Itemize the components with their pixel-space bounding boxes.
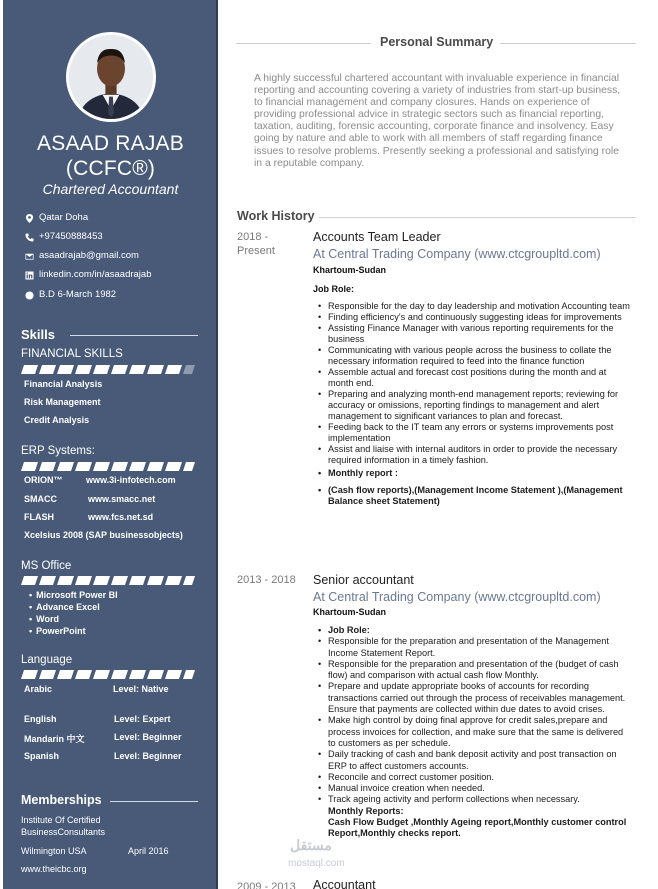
erp-url: www.smacc.net: [88, 494, 156, 504]
list-item: • Responsible for the preparation and presentation of the Management Income Statement Report.: [313, 636, 633, 659]
list-item: • Preparing and analyzing month-end management reports; reviewing for accuracy or omissions, reporting findings to management and alert management to significant variances to plan and forecast.: [313, 389, 633, 422]
contact-text: Qatar Doha: [39, 212, 89, 223]
profile-photo: [69, 35, 153, 119]
list-item: • Prepare and update appropriate books of accounts for recording transactions carried out through the process of receivables management. Ensure that payments are collected within due dates to avoid crises.: [313, 681, 633, 715]
erp-name: SMACC: [24, 494, 57, 504]
candidate-name: [3, 131, 218, 181]
list-item: • (Cash flow reports),(Management Income Statement ),(Management Balance sheet Statement): [313, 485, 633, 507]
list-item: • Monthly report :: [313, 468, 633, 479]
erp-heading: ERP Systems:: [21, 445, 95, 457]
language-level: Level: Beginner: [114, 751, 182, 761]
language-level: Level: Native: [113, 684, 169, 694]
membership-org-line: BusinessConsultants: [21, 827, 106, 837]
skills-heading: Skills: [21, 327, 55, 342]
list-item: • Finding efficiency's and continuously suggesting ideas for improvements: [313, 312, 633, 323]
contact-location: [23, 211, 88, 225]
membership-city: Wilmington USA: [21, 846, 87, 856]
list-item: • Daily tracking of cash and bank deposit activity and post transaction on ERP to affect customers accounts.: [313, 749, 633, 772]
language-name: English: [24, 714, 57, 724]
job-title: Chartered Accountant: [42, 181, 179, 197]
job-duties-list: [313, 625, 633, 840]
job-location: Khartoum-Sudan: [313, 265, 386, 275]
language-level: Level: Expert: [114, 714, 171, 724]
job-period: 2013 - 2018: [237, 574, 296, 586]
phone-icon: [23, 231, 35, 243]
contact-phone[interactable]: [23, 230, 103, 244]
avatar: [66, 32, 156, 122]
job-period: [237, 230, 275, 258]
list-item: • Responsible for the preparation and presentation of the (budget of cash flow) and comparison with actual cash flow Monthly.: [313, 659, 633, 682]
contact-text: linkedin.com/in/asaadrajab: [39, 269, 152, 280]
job-title: Accountant: [313, 878, 376, 889]
language-name: Arabic: [24, 684, 53, 694]
language-heading: Language: [21, 654, 73, 666]
membership-site[interactable]: www.theicbc.org: [21, 864, 87, 874]
list-item: • Assist and liaise with internal auditors in order to provide the necessary required information in a timely fashion.: [313, 444, 633, 466]
skill-item: Risk Management: [24, 397, 101, 407]
membership-date: April 2016: [128, 846, 169, 856]
erp-name: FLASH: [24, 512, 54, 522]
personal-summary-text: A highly successful chartered accountant with invaluable experience in financial reporting and accounting covering a variety of industries from start-up business, to financial management and company closures. Hands on experience of providing professional advice in strategic sectors such as financial reporting, taxation, auditing, forensic accounting, corporate finance and insolvency. Easy going by nature and able to work with all members of staff regarding finance issues to resolve problems. Presently seeking a professional and satisfying role in a reputable company.: [254, 73, 621, 169]
ms-office-heading: MS Office: [21, 560, 72, 572]
job-title: Accounts Team Leader: [313, 230, 441, 244]
contact-linkedin[interactable]: [23, 268, 151, 282]
contact-text: B.D 6-March 1982: [39, 289, 117, 300]
memberships-heading: Memberships: [21, 793, 102, 807]
skill-item: Credit Analysis: [24, 415, 90, 425]
skill-level-bar: [21, 365, 195, 374]
email-icon: [23, 250, 35, 262]
ms-office-item: • PowerPoint: [29, 626, 86, 636]
job-period-start: 2018 -: [237, 231, 269, 243]
language-level: Level: Beginner: [114, 732, 182, 742]
erp-url: www.fcs.net.sd: [88, 512, 154, 522]
watermark-logo: مستقل: [290, 837, 332, 853]
list-item: • Assemble actual and forecast cost positions during the month and at month end.: [313, 367, 633, 389]
list-item: Monthly Reports:: [328, 805, 404, 816]
divider: [500, 43, 636, 44]
skill-item: Financial Analysis: [24, 379, 103, 389]
skill-level-bar: [21, 462, 195, 471]
job-company: At Central Trading Company (www.ctcgroupltd.com): [313, 590, 601, 604]
personal-summary-heading: Personal Summary: [380, 35, 494, 49]
name-line-2: (CCFC®): [65, 157, 156, 180]
skill-level-bar: [21, 670, 195, 679]
list-item: • Make high control by doing final approve for credit sales,prepare and process invoices for collection, and make sure that the same is delivered to customers as per schedule.: [313, 715, 633, 749]
list-item: • Manual invoice creation when needed.: [313, 783, 633, 794]
financial-skills-heading: FINANCIAL SKILLS: [21, 348, 123, 360]
language-name: Mandarin 中文: [24, 734, 85, 744]
job-role-label: Job Role:: [313, 284, 355, 294]
language-name: Spanish: [24, 751, 60, 761]
list-item: • Responsible for the day to day leadership and motivation Accounting team: [313, 301, 633, 312]
contact-text: +97450888453: [39, 231, 103, 242]
divider: [110, 801, 198, 802]
job-duties-list: [313, 301, 633, 507]
globe-icon: [23, 289, 35, 301]
list-item: • Track ageing activity and perform collections when necessary.: [313, 794, 633, 805]
contact-birthdate: [23, 288, 116, 302]
job-location: Khartoum-Sudan: [313, 607, 386, 617]
job-period: 2009 - 2013: [237, 881, 296, 889]
sidebar: [3, 0, 218, 889]
linkedin-icon: [23, 269, 35, 281]
list-item: • Communicating with various people across the business to collate the necessary information required to feed into the finance function: [313, 345, 633, 367]
name-line-1: ASAAD RAJAB: [37, 132, 184, 155]
list-item: • Assisting Finance Manager with various reporting requirements for the business: [313, 323, 633, 345]
ms-office-item: • Word: [29, 614, 59, 624]
skill-level-bar: [21, 576, 195, 585]
divider: [70, 335, 198, 336]
list-item: • Feeding back to the IT team any errors or systems improvements post implementation: [313, 422, 633, 444]
ms-office-item: • Microsoft Power BI: [29, 590, 118, 600]
divider: [319, 217, 636, 218]
ms-office-item: • Advance Excel: [29, 602, 100, 612]
list-item: • Job Role:: [313, 625, 633, 636]
job-period-end: Present: [237, 245, 275, 257]
erp-url: www.3i-infotech.com: [86, 475, 176, 485]
divider: [236, 43, 371, 44]
watermark-text: mostaql.com: [288, 858, 345, 869]
erp-extra: Xcelsius 2008 (SAP businessobjects): [24, 530, 183, 540]
list-item: • Reconcile and correct customer position.: [313, 772, 633, 783]
erp-name: ORION™: [24, 475, 63, 485]
membership-org-line: Institute Of Certified: [21, 815, 101, 825]
job-title: Senior accountant: [313, 573, 414, 587]
contact-text: asaadrajab@gmail.com: [39, 250, 139, 261]
job-company: At Central Trading Company (www.ctcgroupltd.com): [313, 247, 601, 261]
location-pin-icon: [23, 212, 35, 224]
work-history-heading: Work History: [237, 209, 315, 223]
list-item: Cash Flow Budget ,Monthly Ageing report,Monthly customer control Report,Monthly checks report.: [328, 817, 627, 839]
contact-email[interactable]: [23, 249, 139, 263]
